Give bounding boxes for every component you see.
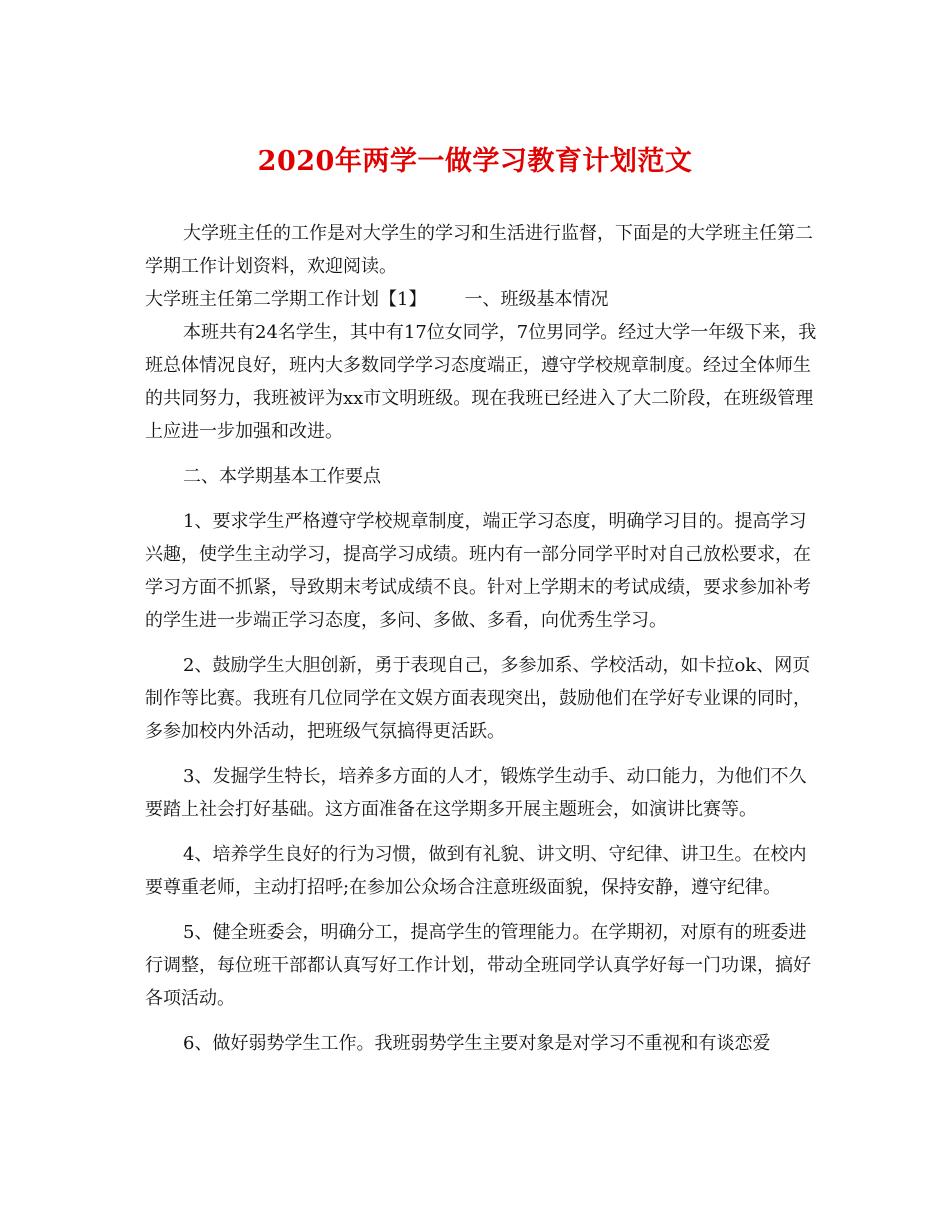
plan-title-line [145, 283, 820, 316]
intro-paragraph: 大学班主任的工作是对大学生的学习和生活进行监督，下面是的大学班主任第二学期工作计划资料，欢迎阅读。 [145, 223, 813, 277]
section2-heading: 二、本学期基本工作要点 [183, 466, 381, 487]
section1-body: 本班共有24名学生，其中有17位女同学，7位男同学。经过大学一年级下来，我班总体情况良好，班内大多数同学学习态度端正，遵守学校规章制度。经过全体师生的共同努力，我班被评为xx市文明班级。现在我班已经进入了大二阶段，在班级管理上应进一步加强和改进。 [145, 322, 817, 442]
work-item-4: 4、培养学生良好的行为习惯，做到有礼貌、讲文明、守纪律、讲卫生。在校内要尊重老师，主动打招呼;在参加公众场合注意班级面貌，保持安静，遵守纪律。 [145, 844, 807, 898]
plan-title: 大学班主任第二学期工作计划【1】 [145, 289, 427, 310]
work-item-2: 2、鼓励学生大胆创新，勇于表现自己，多参加系、学校活动，如卡拉ok、网页制作等比赛。我班有几位同学在文娱方面表现突出，鼓励他们在学好专业课的同时，多参加校内外活动，把班级气氛搞得更活跃。 [145, 655, 811, 742]
work-item-3: 3、发掘学生特长，培养多方面的人才，锻炼学生动手、动口能力，为他们不久要踏上社会打好基础。这方面准备在这学期多开展主题班会，如演讲比赛等。 [145, 766, 807, 820]
work-item-6: 6、做好弱势学生工作。我班弱势学生主要对象是对学习不重视和有谈恋爱 [183, 1033, 771, 1054]
document-title: 2020年两学一做学习教育计划范文 [257, 146, 693, 177]
work-item-5: 5、健全班委会，明确分工，提高学生的管理能力。在学期初，对原有的班委进行调整，每位班干部都认真写好工作计划，带动全班同学认真学好每一门功课，搞好各项活动。 [145, 922, 811, 1009]
document-body [145, 217, 820, 1060]
section1-heading: 一、班级基本情况 [464, 289, 609, 310]
work-item-1: 1、要求学生严格遵守学校规章制度，端正学习态度，明确学习目的。提高学习兴趣，使学生主动学习，提高学习成绩。班内有一部分同学平时对自己放松要求，在学习方面不抓紧，导致期末考试成绩不良。针对上学期末的考试成绩，要求参加补考的学生进一步端正学习态度，多问、多做、多看，向优秀生学习。 [145, 511, 811, 631]
